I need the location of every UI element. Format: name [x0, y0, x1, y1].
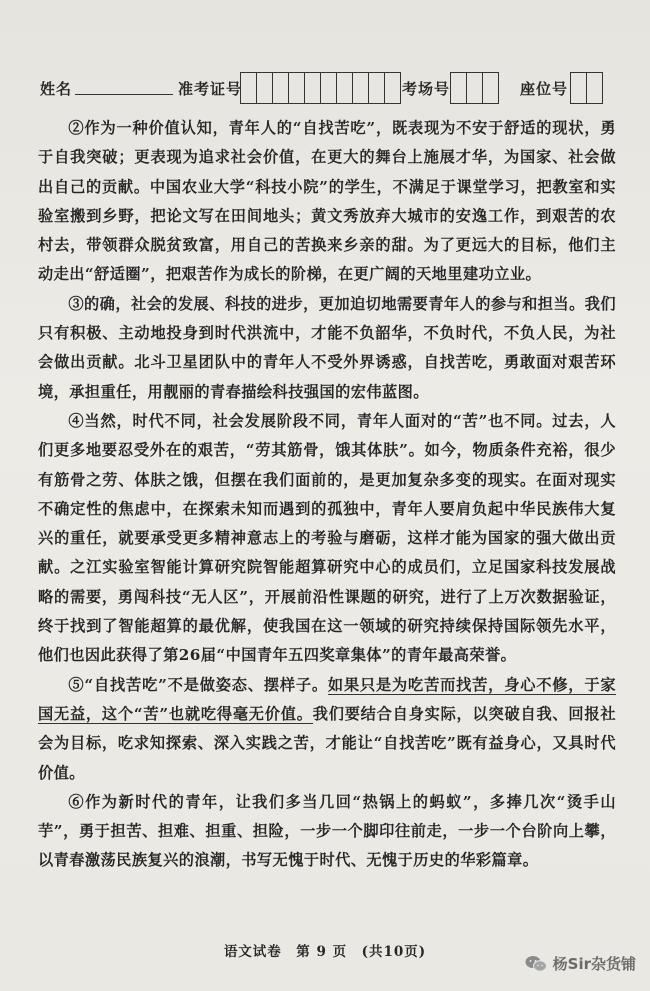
exam-room-label: 考场号 — [402, 80, 451, 98]
exam-number-boxes — [240, 72, 401, 104]
name-field-line — [75, 94, 173, 95]
exam-number-label: 准考证号 — [178, 80, 243, 98]
watermark — [525, 953, 636, 974]
essay-body — [38, 114, 616, 876]
paragraph-4: ④当然，时代不同，社会发展阶段不同，青年人面对的“苦”也不同。过去，人们更多地要忍受外在的艰苦，“劳其筋骨，饿其体肤”。如今，物质条件充裕，很少有筋骨之劳、体肤之饿，但摆在我们面前的，是更加复杂多变的现实。在面对现实不确定性的焦虑中，在探索未知而遇到的孤独中，青年人要肩负起中华民族伟大复兴的重任，就要承受更多精神意志上的考验与磨砺，这样才能为国家的强大做出贡献。之江实验室智能计算研究院智能超算研究中心的成员们，立足国家科技发展战略的需要，勇闯科技“无人区”，开展前沿性课题的研究，进行了上万次数据验证，终于找到了智能超算的最优解，使我国在这一领域的研究持续保持国际领先水平，他们也因此获得了第26届“中国青年五四奖章集体”的青年最高荣誉。 — [38, 411, 616, 665]
paragraph-6: ⑥作为新时代的青年，让我们多当几回“热锅上的蚂蚁”，多捧几次“烫手山芋”，勇于担苦、担难、担重、担险，一步一个脚印往前走，一步一个台阶向上攀，以青春激荡民族复兴的浪潮，书写无愧于时代、无愧于历史的华彩篇章。 — [38, 792, 616, 870]
watermark-text: 杨Sir杂货铺 — [552, 955, 636, 973]
name-label: 姓名 — [40, 80, 73, 98]
seat-number-boxes — [570, 72, 603, 104]
page-footer: 语文试卷 第 9 页 (共10页) — [223, 944, 427, 960]
paragraph-5-rest: 我们要结合自身实际，以突破自我、回报社会为目标，吃求知探索、深入实践之苦，才能让“自找苦吃”既有益身心，又具时代价值。 — [38, 704, 616, 782]
paragraph-5-lead: ⑤“自找苦吃”不是做姿态、摆样子。 — [68, 675, 328, 694]
exam-header — [40, 70, 610, 106]
paragraph-2: ②作为一种价值认知，青年人的“自找苦吃”，既表现为不安于舒适的现状，勇于自我突破；更表现为追求社会价值，在更大的舞台上施展才华，为国家、社会做出自己的贡献。中国农业大学“科技小院”的学生，不满足于课堂学习，把教室和实验室搬到乡野，把论文写在田间地头；黄文秀放弃大城市的安逸工作，到艰苦的农村去，带领群众脱贫致富，用自己的苦换来乡亲的甜。为了更远大的目标，他们主动走出“舒适圈”，把艰苦作为成长的阶梯，在更广阔的天地里建功立业。 — [38, 119, 616, 284]
seat-number-label: 座位号 — [520, 80, 569, 98]
wechat-icon — [525, 955, 547, 973]
paragraph-5 — [38, 671, 616, 788]
underlined-sentence: 如果只是为吃苦而找苦，身心不修，于家国无益，这个“苦”也就吃得毫无价值。 — [38, 675, 616, 723]
exam-room-boxes — [450, 72, 499, 104]
paragraph-3: ③的确，社会的发展、科技的进步，更加迫切地需要青年人的参与和担当。我们只有积极、主动地投身到时代洪流中，才能不负韶华，不负时代，不负人民，为社会做出贡献。北斗卫星团队中的青年人不受外界诱惑，自找苦吃，勇敢面对艰苦环境，承担重任，用靓丽的青春描绘科技强国的宏伟蓝图。 — [38, 294, 616, 401]
